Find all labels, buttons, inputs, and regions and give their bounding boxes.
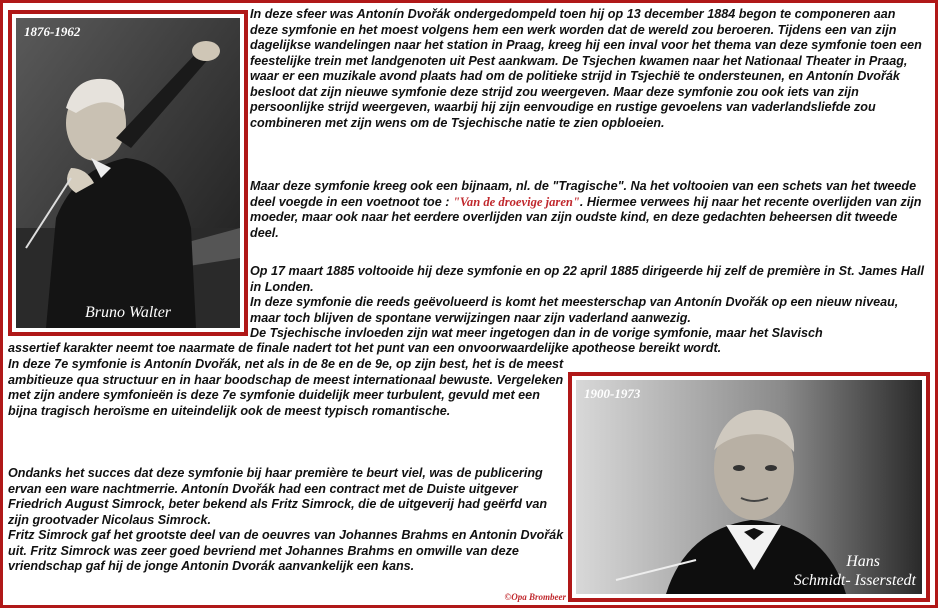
footnote-quote: "Van de droevige jaren" <box>452 194 580 209</box>
paragraph-simrock: Fritz Simrock gaf het grootste deel van de oeuvres van Johannes Brahms en Antonin Dvořák uit. Fritz Simrock was zeer goed bevriend met Johannes Brahms en omwille van deze vriendschap gaf hij de jonge Antonin Dvorák aanvankelijk een kans. <box>8 528 564 573</box>
paragraph-tragic-nickname <box>250 179 924 241</box>
paragraph-czech-influence-b: assertief karakter neemt toe naarmate de finale nadert tot het punt van een onvoorwaardelijke apotheose bereikt wordt. <box>8 341 722 355</box>
paragraph-premiere: Op 17 maart 1885 voltooide hij deze symfonie en op 22 april 1885 dirigeerde hij zelf de première in St. James Hall in Londen. <box>250 264 925 294</box>
paragraph-intro: In deze sfeer was Antonín Dvořák ondergedompeld toen hij op 13 december 1884 begon te componeren aan deze symfonie en het moest volgens hem een werk worden dat de wereld zou beroeren. Tijdens een van zijn dagelijkse wandelingen naar het station in Praag, kreeg hij een inval voor het thema van deze symfonie toen een feestelijke trein met landgenoten uit Pest aankwam. De Tsjechen kwamen naar het Nationaal Theater in Praag, waar er een muzikale avond plaats had om de politieke strijd in Tsjechië te ondersteunen, en Antonín Dvořák besloot dat zijn nieuwe symfonie deze strijd zou weergeven. Maar deze symfonie zou ook iets van zijn persoonlijke strijd weergeven, waarbij hij zijn eenvoudige en rustige gevoelens van vaderlandsliefde zou combineren met zijn wens om de Tsjechische natie te zien opbloeien. <box>250 7 922 130</box>
photo2-caption-line1: Hans <box>846 553 880 570</box>
paragraph-tragic-text-b: . Hiermee verwees hij naar het recente overlijden van zijn moeder, maar ook naar het eerdere overlijden van zijn oudste kind, en deze gedachten beheersen dit tweede deel. <box>250 194 922 240</box>
photo1-years: 1876-1962 <box>24 24 81 39</box>
photo-bruno-walter <box>8 10 248 336</box>
copyright-mark: ©Opa Brombeer <box>504 592 566 602</box>
paragraph-mastery: In deze symfonie die reeds geëvolueerd is komt het meesterschap van Antonín Dvořák op een nieuw niveau, maar toch blijven de spontane verwijzingen naar zijn vaderland aanwezig. <box>250 295 899 325</box>
paragraph-publication: Ondanks het succes dat deze symfonie bij haar première te beurt viel, was de publicering ervan een ware nachtmerrie. Antonín Dvořák had een contract met de Duiste uitgever Friedrich August Simrock, beter bekend als Fritz Simrock, die de uitgeverij had geërfd van zijn grootvader Nicolaus Simrock. <box>8 466 548 527</box>
conductor-portrait-image <box>576 380 922 594</box>
paragraph-tragic-text-a: Maar deze symfonie kreeg ook een bijnaam, nl. de "Tragische". Na het voltooien van een schets van het tweede deel voegde in een voetnoot toe : <box>250 179 917 209</box>
photo-schmidt-isserstedt <box>568 372 930 602</box>
photo2-caption <box>716 552 916 590</box>
paragraph-czech-influence-a: De Tsjechische invloeden zijn wat meer ingetogen dan in de vorige symfonie, maar het Slavisch <box>250 326 823 340</box>
photo1-caption: Bruno Walter <box>84 304 172 321</box>
paragraph-seventh-symphony: In deze 7e symfonie is Antonín Dvořák, net als in de 8e en de 9e, op zijn best, het is de meest ambitieuze qua structuur en in haar boodschap de meest internationaal bewuste. Vergeleken met zijn andere symfonieën is deze 7e symfonie duidelijk meer turbulent, gevuld met een bijna tragisch heroïsme en uiteindelijk ook de meest typisch romantische. <box>8 357 564 418</box>
conductor-portrait-image <box>16 18 240 328</box>
photo2-years: 1900-1973 <box>584 386 641 401</box>
photo2-caption-line2: Schmidt- Isserstedt <box>793 572 916 589</box>
